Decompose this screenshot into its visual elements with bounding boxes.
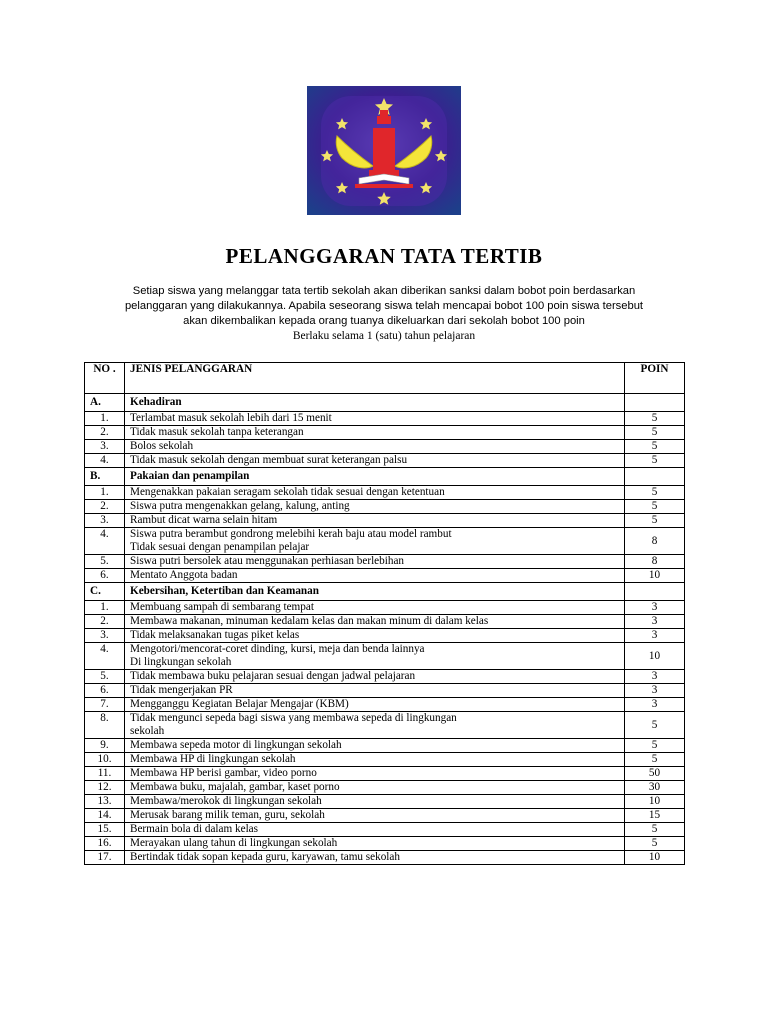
row-poin: 50 (625, 767, 685, 781)
table-row (85, 753, 685, 767)
row-description (125, 486, 625, 500)
row-poin: 5 (625, 500, 685, 514)
row-description (125, 500, 625, 514)
row-number: 3. (85, 514, 125, 528)
row-number: 1. (85, 601, 125, 615)
description-line: Membawa sepeda motor di lingkungan sekolah (130, 739, 342, 751)
row-number: 4. (85, 643, 125, 670)
section-poin-empty (625, 394, 685, 412)
row-description (125, 615, 625, 629)
row-number: 2. (85, 615, 125, 629)
description-line: Mengenakkan pakaian seragam sekolah tidak sesuai dengan ketentuan (130, 486, 445, 498)
row-description (125, 739, 625, 753)
description-line: Membawa HP di lingkungan sekolah (130, 753, 296, 765)
row-poin: 10 (625, 569, 685, 583)
row-poin: 5 (625, 514, 685, 528)
description-line: Merayakan ulang tahun di lingkungan sekolah (130, 837, 338, 849)
header-no: NO . (85, 363, 125, 394)
row-poin: 10 (625, 643, 685, 670)
row-description (125, 753, 625, 767)
row-number: 13. (85, 795, 125, 809)
intro-line: pelanggaran yang dilakukannya. Apabila seseorang siswa telah mencapai bobot 100 poin siswa tersebut (124, 300, 644, 312)
row-poin: 5 (625, 739, 685, 753)
table-row (85, 712, 685, 739)
row-poin: 3 (625, 601, 685, 615)
section-row (85, 583, 685, 601)
row-description (125, 454, 625, 468)
row-description (125, 684, 625, 698)
row-number: 12. (85, 781, 125, 795)
page-title: PELANGGARAN TATA TERTIB (225, 244, 543, 268)
row-poin: 3 (625, 615, 685, 629)
table-row (85, 851, 685, 865)
description-line: Tidak masuk sekolah dengan membuat surat keterangan palsu (130, 454, 408, 466)
description-line: Membawa buku, majalah, gambar, kaset porno (130, 781, 340, 793)
row-description (125, 569, 625, 583)
table-row (85, 629, 685, 643)
table-row (85, 440, 685, 454)
description-line: Bertindak tidak sopan kepada guru, karyawan, tamu sekolah (130, 851, 400, 863)
header-poin: POIN (625, 363, 685, 394)
table-row (85, 569, 685, 583)
table-row (85, 670, 685, 684)
row-poin: 3 (625, 670, 685, 684)
row-poin: 5 (625, 712, 685, 739)
row-number: 3. (85, 629, 125, 643)
row-poin: 5 (625, 837, 685, 851)
row-description (125, 781, 625, 795)
table-row (85, 795, 685, 809)
row-number: 16. (85, 837, 125, 851)
description-line: Tidak mengunci sepeda bagi siswa yang membawa sepeda di lingkungan (130, 712, 457, 724)
description-line: Membawa HP berisi gambar, video porno (130, 767, 317, 779)
description-line: Siswa putra berambut gondrong melebihi kerah baju atau model rambut (130, 528, 452, 540)
violation-table (84, 362, 685, 865)
row-description (125, 698, 625, 712)
table-body (85, 394, 685, 865)
row-poin: 10 (625, 795, 685, 809)
table-row (85, 514, 685, 528)
table-row (85, 528, 685, 555)
row-number: 8. (85, 712, 125, 739)
row-number: 4. (85, 454, 125, 468)
table-row (85, 500, 685, 514)
row-description (125, 514, 625, 528)
row-poin: 8 (625, 555, 685, 569)
table-row (85, 739, 685, 753)
section-letter: A. (85, 394, 125, 412)
description-line: Mengotori/mencorat-coret dinding, kursi, meja dan benda lainnya (130, 643, 425, 655)
table-row (85, 837, 685, 851)
table-row (85, 823, 685, 837)
row-poin: 5 (625, 486, 685, 500)
row-poin: 3 (625, 698, 685, 712)
description-line: Tidak masuk sekolah tanpa keterangan (130, 426, 304, 438)
table-row (85, 684, 685, 698)
row-description (125, 795, 625, 809)
row-number: 10. (85, 753, 125, 767)
section-row (85, 468, 685, 486)
intro-line: akan dikembalikan kepada orang tuanya dikeluarkan dari sekolah bobot 100 poin (183, 315, 585, 327)
row-description (125, 426, 625, 440)
row-description (125, 837, 625, 851)
section-title: Kebersihan, Ketertiban dan Keamanan (125, 583, 625, 601)
row-number: 1. (85, 486, 125, 500)
table-row (85, 698, 685, 712)
description-line: Tidak melaksanakan tugas piket kelas (130, 629, 300, 641)
row-number: 6. (85, 684, 125, 698)
description-line: Merusak barang milik teman, guru, sekolah (130, 809, 325, 821)
section-letter: C. (85, 583, 125, 601)
row-number: 2. (85, 500, 125, 514)
description-line: Tidak sesuai dengan penampilan pelajar (130, 541, 310, 553)
intro-paragraph (90, 284, 678, 344)
description-line: Mengganggu Kegiatan Belajar Mengajar (KBM) (130, 698, 349, 710)
row-number: 17. (85, 851, 125, 865)
intro-line: Setiap siswa yang melanggar tata tertib sekolah akan diberikan sanksi dalam bobot poin berdasarkan (132, 285, 636, 297)
row-description (125, 528, 625, 555)
description-line: sekolah (130, 725, 165, 737)
section-poin-empty (625, 583, 685, 601)
section-row (85, 394, 685, 412)
description-line: Membuang sampah di sembarang tempat (130, 601, 314, 613)
intro-line: Berlaku selama 1 (satu) tahun pelajaran (292, 330, 476, 342)
section-poin-empty (625, 468, 685, 486)
row-poin: 5 (625, 454, 685, 468)
description-line: Bermain bola di dalam kelas (130, 823, 258, 835)
row-number: 5. (85, 670, 125, 684)
row-description (125, 601, 625, 615)
row-poin: 3 (625, 629, 685, 643)
row-number: 6. (85, 569, 125, 583)
description-line: Bolos sekolah (130, 440, 194, 452)
description-line: Tidak membawa buku pelajaran sesuai dengan jadwal pelajaran (130, 670, 416, 682)
table-header-row (85, 363, 685, 394)
row-poin: 5 (625, 823, 685, 837)
row-poin: 5 (625, 440, 685, 454)
row-poin: 5 (625, 753, 685, 767)
table-row (85, 412, 685, 426)
row-description (125, 440, 625, 454)
table-row (85, 486, 685, 500)
header-jenis: JENIS PELANGGARAN (125, 363, 625, 394)
row-description (125, 712, 625, 739)
table-row (85, 601, 685, 615)
row-number: 15. (85, 823, 125, 837)
row-number: 14. (85, 809, 125, 823)
description-line: Rambut dicat warna selain hitam (130, 514, 278, 526)
row-number: 3. (85, 440, 125, 454)
emblem-icon (307, 86, 461, 215)
table-row (85, 643, 685, 670)
table-row (85, 809, 685, 823)
table-row (85, 767, 685, 781)
row-poin: 15 (625, 809, 685, 823)
table-row (85, 454, 685, 468)
table-row (85, 555, 685, 569)
row-number: 4. (85, 528, 125, 555)
row-description (125, 412, 625, 426)
row-description (125, 851, 625, 865)
row-description (125, 809, 625, 823)
description-line: Membawa makanan, minuman kedalam kelas dan makan minum di dalam kelas (130, 615, 489, 627)
row-poin: 10 (625, 851, 685, 865)
row-number: 5. (85, 555, 125, 569)
table-row (85, 781, 685, 795)
row-description (125, 555, 625, 569)
row-number: 11. (85, 767, 125, 781)
row-description (125, 629, 625, 643)
row-description (125, 767, 625, 781)
row-number: 2. (85, 426, 125, 440)
description-line: Mentato Anggota badan (130, 569, 238, 581)
row-poin: 3 (625, 684, 685, 698)
description-line: Tidak mengerjakan PR (130, 684, 233, 696)
section-title: Kehadiran (125, 394, 625, 412)
description-line: Terlambat masuk sekolah lebih dari 15 menit (130, 412, 332, 424)
row-description (125, 823, 625, 837)
table-row (85, 615, 685, 629)
row-poin: 30 (625, 781, 685, 795)
row-number: 7. (85, 698, 125, 712)
row-number: 9. (85, 739, 125, 753)
row-poin: 8 (625, 528, 685, 555)
description-line: Siswa putra mengenakkan gelang, kalung, anting (130, 500, 350, 512)
description-line: Membawa/merokok di lingkungan sekolah (130, 795, 322, 807)
description-line: Di lingkungan sekolah (130, 656, 232, 668)
description-line: Siswa putri bersolek atau menggunakan perhiasan berlebihan (130, 555, 405, 567)
section-letter: B. (85, 468, 125, 486)
row-poin: 5 (625, 426, 685, 440)
section-title: Pakaian dan penampilan (125, 468, 625, 486)
row-description (125, 670, 625, 684)
school-emblem-logo (307, 86, 461, 215)
row-description (125, 643, 625, 670)
row-poin: 5 (625, 412, 685, 426)
row-number: 1. (85, 412, 125, 426)
table-row (85, 426, 685, 440)
